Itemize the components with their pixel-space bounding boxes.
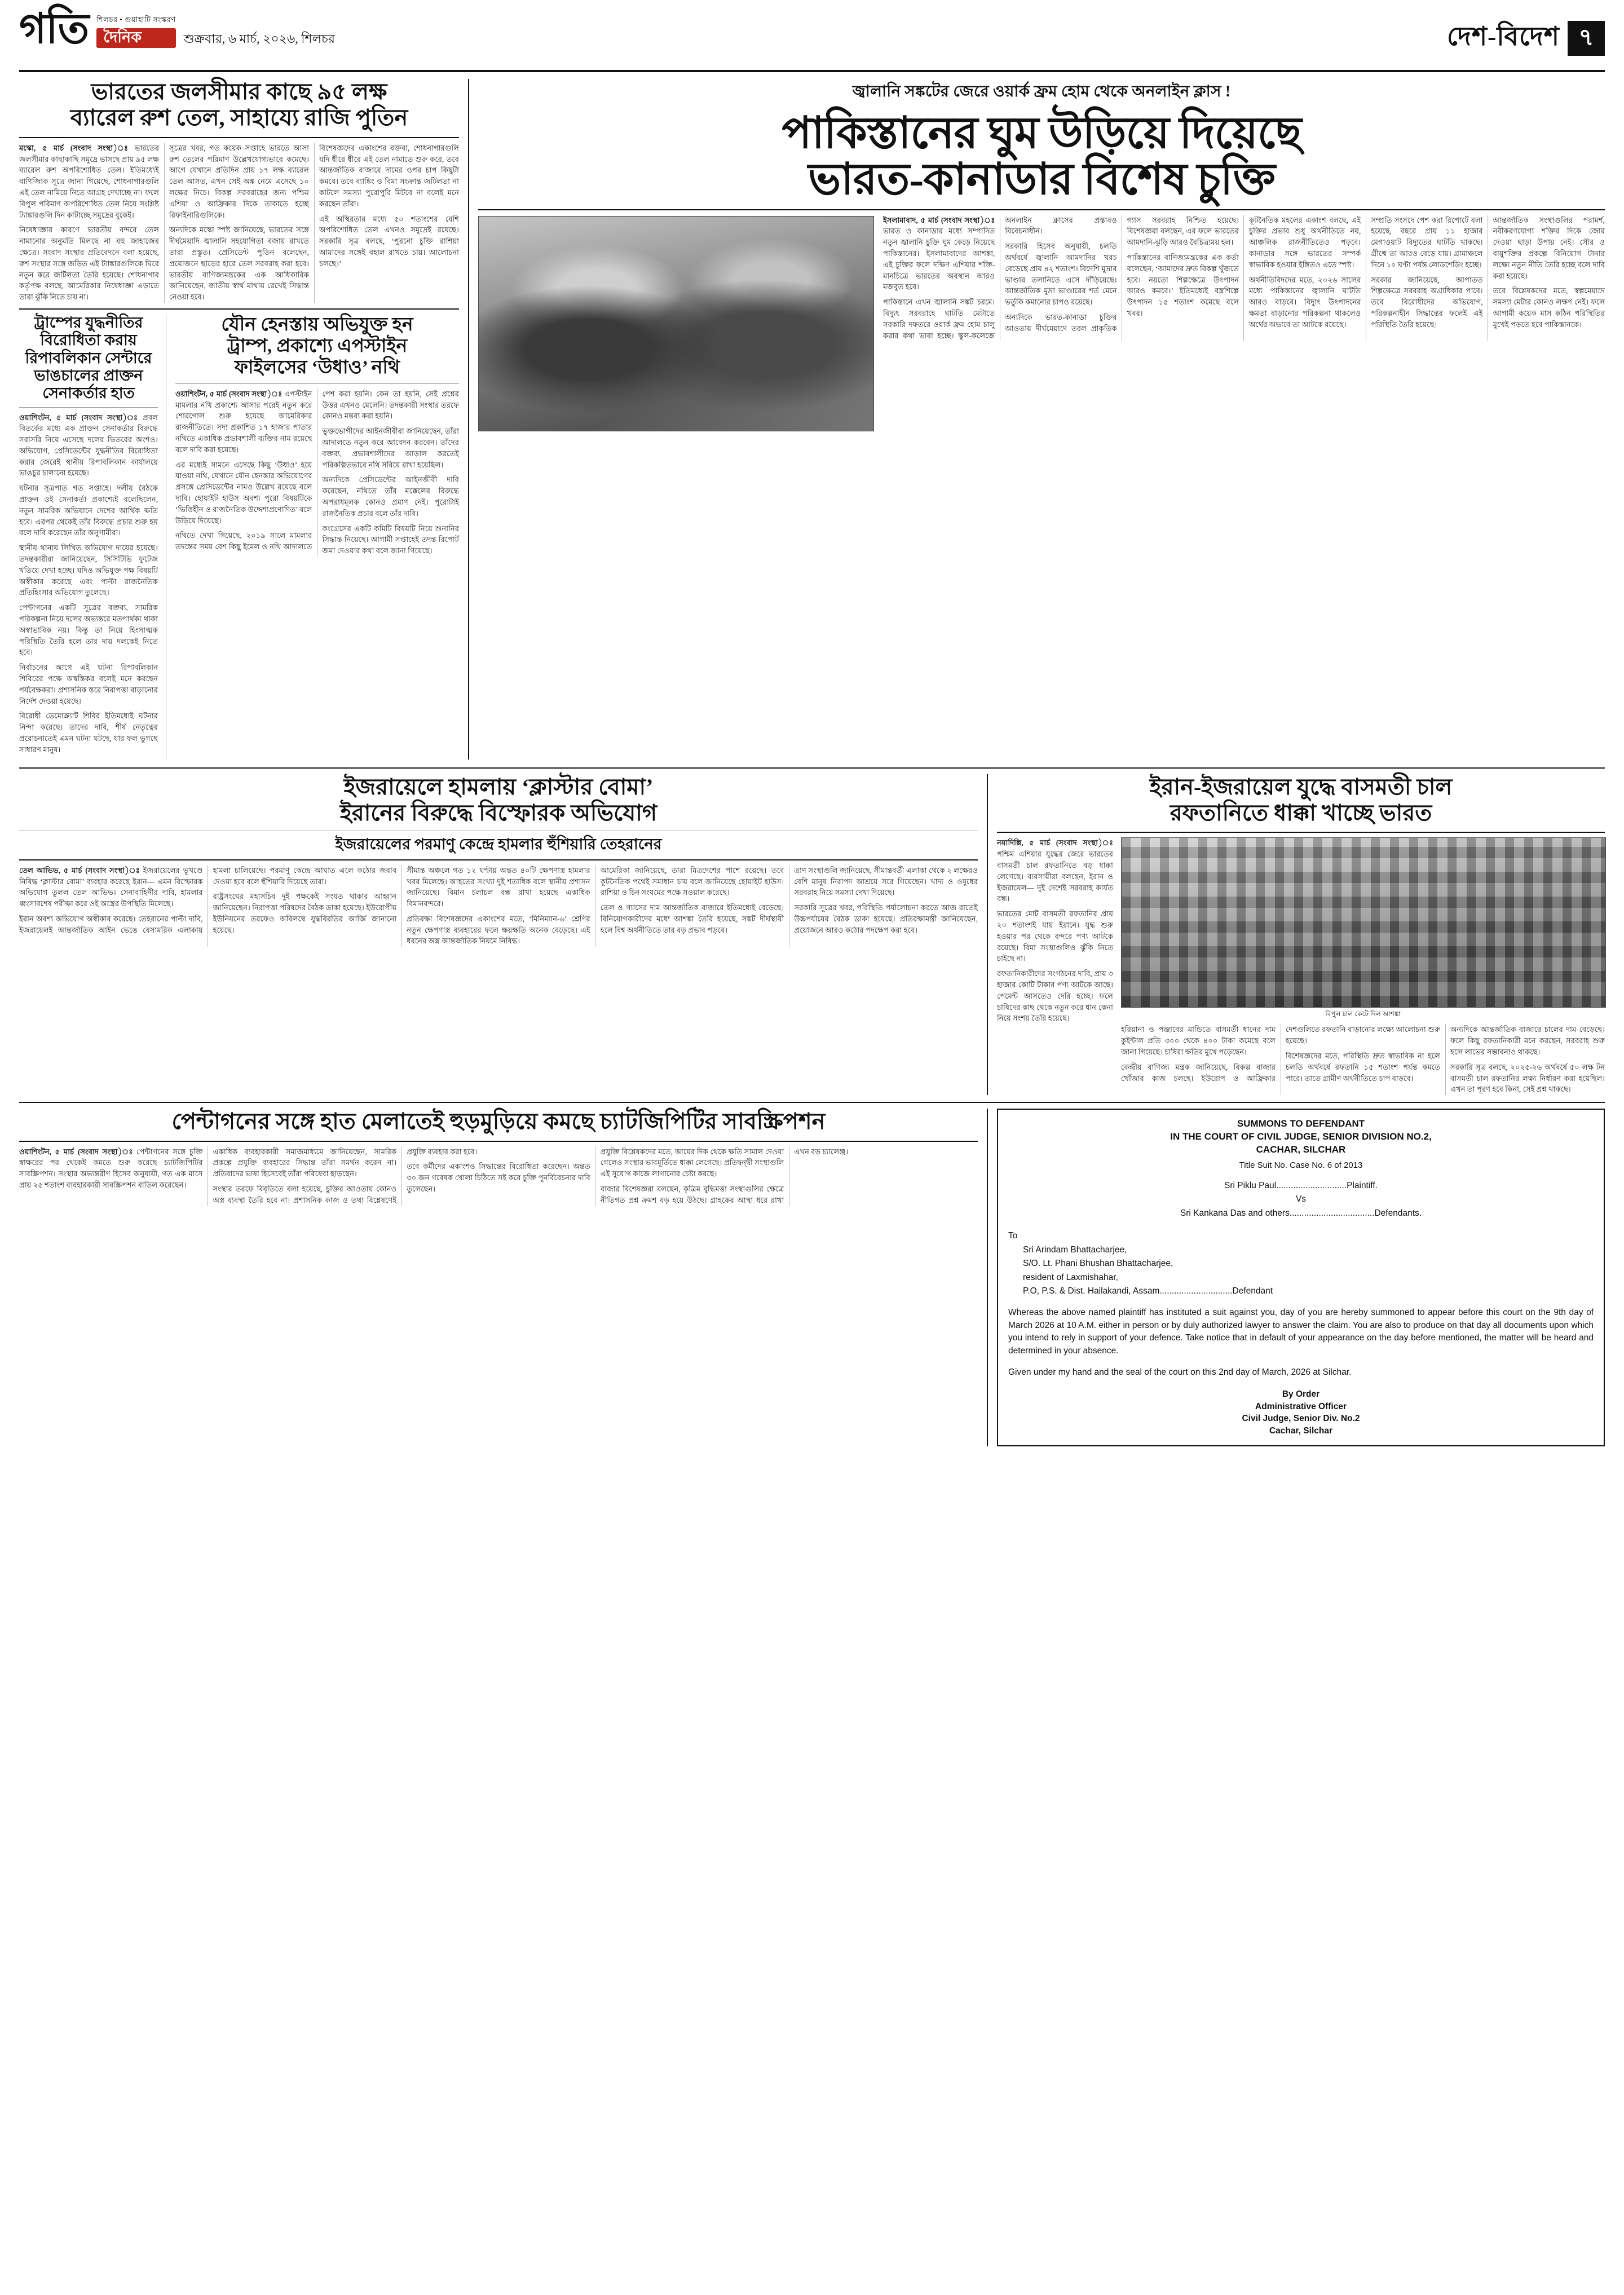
divider [19, 137, 459, 138]
paragraph: সীমান্ত অঞ্চলে গত ১২ ঘণ্টায় অন্তত ৪০টি ক্ষেপণাস্ত্র হামলার খবর মিলেছে। আহতের সংখ্যা দুই শতাধিক বলে স্থানীয় প্রশাসন জানিয়েছে। বিমান চলাচল বন্ধ রাখা হয়েছে একাধিক বিমানবন্দরে। [407, 866, 590, 908]
paragraph: কূটনৈতিক মহলের একাংশ বলছে, এই চুক্তির প্রভাব শুধু অর্থনীতিতে নয়, আঞ্চলিক রাজনীতিতেও পড়বে। কানাডার সঙ্গে ভারতের সম্পর্ক স্বাভাবিক হওয়ার ইঙ্গিতও এতে স্পষ্ট। [1248, 215, 1361, 269]
paragraph: ত্রাণ সংস্থাগুলি জানিয়েছে, সীমান্তবর্তী এলাকা থেকে ২ লক্ষেরও বেশি মানুষ নিরাপদ আশ্রয়ে সরে গিয়েছেন। খাদ্য ও ওষুধের সরবরাহ নিয়ে সমস্যা দেখা দিয়েছে। [794, 866, 978, 897]
divider [19, 1141, 978, 1142]
story-body [19, 412, 158, 760]
dateline: ইসলামাবাদ, ৫ মার্চ (সংবাদ সংস্থা)ঃ [883, 215, 995, 224]
paragraph: ইজরায়েলের ভূখণ্ডে নিষিদ্ধ ‘ক্লাস্টার বোমা’ ব্যবহার করেছে ইরান— এমন বিস্ফোরক অভিযোগ তুলল তেল আভিভ। সেনাবাহিনীর দাবি, হামলার ধ্বংসাবশেষ পরীক্ষা করে ওই অস্ত্রের উপস্থিতি মিলেছে। [19, 866, 203, 908]
notice-sign-line-3: Civil Judge, Senior Div. No.2 [1242, 1414, 1360, 1424]
logo-badge: দৈনিক [96, 28, 176, 48]
notice-title-line-2: IN THE COURT OF CIVIL JUDGE, SENIOR DIVISION NO.2, [1170, 1131, 1432, 1142]
story-russian-oil [19, 79, 459, 303]
headline-line-2: ট্রাম্প, প্রকাশ্যে এপস্টাইন [227, 336, 408, 357]
paragraph: এপস্টাইন মামলার নথি প্রকাশ্যে আসার পরেই নতুন করে শোরগোল শুরু হয়েছে আমেরিকার রাজনীতিতে। সদ্য প্রকাশিত ১৭ হাজার পাতার নথিতে একাধিক প্রভাবশালী ব্যক্তির নাম রয়েছে বলে দাবি করা হয়েছে। [175, 389, 312, 454]
headline-line-3: ফাইলসের ‘উধাও’ নথি [234, 358, 400, 378]
story-cluster-bomb [19, 774, 988, 1096]
headline-line-2: বিরোধিতা করায় [40, 332, 137, 349]
paragraph: রাষ্ট্রসংঘের মহাসচিব দুই পক্ষকেই সংযত থাকার আহ্বান জানিয়েছেন। নিরাপত্তা পরিষদের বৈঠক ডাকা হয়েছে। ইউরোপীয় ইউনিয়নের তরফেও অবিলম্বে যুদ্ধবিরতির আর্জি জানানো হয়েছে। [213, 892, 397, 934]
paragraph: পেন্টাগনের সঙ্গে চুক্তি স্বাক্ষরের পর থেকেই কমতে শুরু করেছে চ্যাটজিপিটির সাবস্ক্রিপশন। সংস্থার অভ্যন্তরীণ হিসেব অনুযায়ী, গত এক মাসে প্রায় ২৫ শতাংশ ব্যবহারকারী সাবস্ক্রিপশন বাতিল করেছেন। [19, 1147, 203, 1189]
paragraph: ভুক্তভোগীদের আইনজীবীরা জানিয়েছেন, তাঁরা আদালতে নতুন করে আবেদন করবেন। তাঁদের বক্তব্য, প্রভাবশালীদের আড়াল করতেই পরিকল্পিতভাবে নথি সরিয়ে রাখা হয়েছিল। [322, 427, 459, 469]
divider [19, 308, 459, 310]
headline-line-2: ব্যারেল রুশ তেল, সাহায্যে রাজি পুতিন [70, 105, 408, 131]
paragraph: সংস্থার তরফে বিবৃতিতে বলা হয়েছে, চুক্তির আওতায় কোনও অস্ত্র ব্যবস্থা তৈরি হবে না। প্রশাসনিক কাজ ও তথ্য বিশ্লেষণেই প্রযুক্তি ব্যবহার করা হবে। [213, 1147, 478, 1204]
notice-sign-line-2: Administrative Officer [1255, 1401, 1347, 1411]
logo-tagline: শিলচর • গুয়াহাটি সংস্করণ [96, 15, 176, 24]
paragraph: স্থানীয় থানায় লিখিত অভিযোগ দায়ের হয়েছে। তদন্তকারীরা জানিয়েছেন, সিসিটিভি ফুটেজ খতিয়ে দেখা হচ্ছে। যদিও অভিযুক্ত পক্ষ বিষয়টি অস্বীকার করেছে এবং পাল্টা রাজনৈতিক প্রতিহিংসার অভিযোগ তুলেছে। [19, 544, 158, 597]
dateline: ওয়াশিংটন, ৫ মার্চ (সংবাদ সংস্থা)ঃ [19, 413, 138, 422]
dateline: ওয়াশিংটন, ৫ মার্চ (সংবাদ সংস্থা)ঃ [19, 1147, 133, 1156]
paragraph: অন্যদিকে মস্কো স্পষ্ট জানিয়েছে, ভারতের সঙ্গে দীর্ঘমেয়াদি জ্বালানি সহযোগিতা বজায় রাখতে তারা প্রস্তুত। প্রেসিডেন্ট পুতিন বলেছেন, প্রয়োজনে ছাড়ের হারে তেল সরবরাহ করা হবে। ভারতীয় বাণিজ্যমন্ত্রকের এক আধিকারিক জানিয়েছেন, জাতীয় স্বার্থ মাথায় রেখেই সিদ্ধান্ত নেওয়া হবে। [169, 226, 309, 302]
divider [19, 859, 978, 860]
dateline: নয়াদিল্লি, ৫ মার্চ (সংবাদ সংস্থা)ঃ [997, 838, 1113, 848]
notice-address-line-4: P.O, P.S. & Dist. Hailakandi, Assam..............................Defendant [1023, 1286, 1273, 1296]
paragraph: বিরোধী ডেমোক্র্যাট শিবির ইতিমধ্যেই ঘটনার নিন্দা করেছে। তাদের দাবি, শীর্ষ নেতৃত্বের প্ররোচনাতেই এমন ঘটনা ঘটছে, যার ফল ভুগছে সাধারণ মানুষ। [19, 712, 158, 754]
notice-vs: Vs [1295, 1194, 1307, 1204]
paragraph: সরকারি সূত্রের খবর, পরিস্থিতি পর্যালোচনা করতে আজ রাতেই উচ্চপর্যায়ের বৈঠক ডাকা হয়েছে। প্রতিরক্ষামন্ত্রী জানিয়েছেন, প্রয়োজনে আরও কঠোর পদক্ষেপ করা হবে। [794, 903, 978, 934]
paragraph: এই অস্থিরতার মধ্যে ৫০ শতাংশের বেশি অপরিশোধিত তেল এখনও সমুদ্রেই রয়েছে। সরকারি সূত্র বলছে, ‘পুরনো চুক্তি রাশিয়া আমাদের সঙ্গেই বহাল রাখতে চায়। আলোচনা চলছে।’ [319, 214, 459, 268]
headline-line-3: রিপাবলিকান সেন্টারে [25, 349, 152, 367]
paragraph: রফতানিকারীদের সংগঠনের দাবি, প্রায় ৩ হাজার কোটি টাকার পণ্য আটকে আছে। পেমেন্ট আসতেও দেরি হচ্ছে। ফলে চাষিদের কাছ থেকে নতুন করে ধান কেনা নিয়ে সংশয় তৈরি হয়েছে। [997, 969, 1113, 1023]
story-pakistan [468, 79, 1605, 760]
notice-address-line-2: S/O. Lt. Phani Bhushan Bhattacharjee, [1023, 1259, 1173, 1269]
dateline: ওয়াশিংটন, ৫ মার্চ (সংবাদ সংস্থা)ঃ [175, 389, 283, 398]
headline-line-1: ইরান-ইজরায়েল যুদ্ধে বাসমতী চাল [1149, 774, 1453, 800]
mid-zone [19, 767, 1605, 1096]
paragraph: নথিতে দেখা গিয়েছে, ২০১৯ সালে মামলার তদন্তের সময় বেশ কিছু ইমেল ও নথি আদালতে পেশ করা হয়নি। কেন তা হয়নি, সেই প্রশ্নের উত্তর এখনও মেলেনি। তদন্তকারী সংস্থার তরফে কোনও মন্তব্য করা হয়নি। [175, 389, 459, 551]
story-body [175, 389, 459, 557]
subheadline: ইজরায়েলের পরমাণু কেন্দ্রে হামলার হুঁশিয়ারি তেহরানের [335, 836, 662, 853]
story-body [19, 865, 978, 947]
paragraph: অন্যদিকে প্রেসিডেন্টের আইনজীবী দাবি করেছেন, নথিতে তাঁর মক্কেলের বিরুদ্ধে অপরাধমূলক কোনও প্রমাণ নেই। পুরোটাই রাজনৈতিক প্রচার বলে তাঁর দাবি। [322, 475, 459, 518]
divider [175, 383, 459, 384]
dateline: মস্কো, ৫ মার্চ (সংবাদ সংস্থা)ঃ [19, 143, 129, 152]
paragraph: এর মধ্যেই সামনে এসেছে কিছু ‘উধাও’ হয়ে যাওয়া নথি, যেখানে যৌন হেনস্তার অভিযোগের প্রসঙ্গে প্রেসিডেন্টের নামও উল্লেখ রয়েছে বলে দাবি। হোয়াইট হাউস অবশ্য পুরো বিষয়টিকে ‘ভিত্তিহীন ও রাজনৈতিক উদ্দেশ্যপ্রণোদিত’ বলে উড়িয়ে দিয়েছে। [175, 460, 312, 525]
notice-suit-number: Title Suit No. Case No. 6 of 2013 [1239, 1160, 1363, 1170]
paragraph: সরকারি সূত্র বলছে, ২০২৫-২৬ অর্থবর্ষে ৫০ লক্ষ টন বাসমতী চাল রফতানির লক্ষ্য নির্ধারণ করা হয়েছিল। এখন তা পূরণ হবে কিনা, সেই প্রশ্ন থাকছে। [1450, 1062, 1605, 1094]
paragraph: প্রবল বিতর্কের মধ্যে এক প্রাক্তন সেনাকর্তার বিরুদ্ধে সরাসরি নিয়ে এসেছে দলের ভিতরের অংশও। অভিযোগ, প্রেসিডেন্টের যুদ্ধনীতির বিরোধিতা করার জেরেই স্থানীয় রিপাবলিকান কার্যালয়ে ভাঙচুর চালানো হয়েছে। [19, 413, 158, 478]
bottom-zone [19, 1102, 1605, 1446]
headline-line-1: পাকিস্তানের ঘুম উড়িয়ে দিয়েছে [782, 108, 1301, 157]
headline-line-1: ইজরায়েলে হামলায় ‘ক্লাস্টার বোমা’ [343, 774, 654, 800]
photo-caption: বিপুল চাল কেটে দিল আশঙ্কা [1325, 1010, 1401, 1018]
story-chatgpt [19, 1109, 988, 1446]
paragraph: ভারতের মোট বাসমতী রফতানির প্রায় ২০ শতাংশই যায় ইরানে। যুদ্ধ শুরু হওয়ার পর থেকে বন্দরে পণ্য আটকে রয়েছে। বিমা সংস্থাগুলিও ঝুঁকি নিতে চাইছে না। [997, 910, 1113, 963]
story-body [883, 215, 1605, 342]
kicker: জ্বালানি সঙ্কটের জেরে ওয়ার্ক ফ্রম হোম থেকে অনলাইন ক্লাস ! [852, 83, 1231, 100]
paragraph: প্রযুক্তি বিশ্লেষকদের মতে, আয়ের দিক থেকে ক্ষতি সামাল দেওয়া গেলেও সংস্থার ভাবমূর্তিতে ধাক্কা লেগেছে। প্রতিদ্বন্দ্বী সংস্থাগুলি এই সুযোগ কাজে লাগানোর চেষ্টা করছে। [600, 1147, 784, 1179]
paragraph: সূত্রের খবর, গত কয়েক সপ্তাহে ভারতে আসা রুশ তেলের পরিমাণ উল্লেখযোগ্যভাবে কমেছে। আগে যেখানে প্রতিদিন প্রায় ১৭ লক্ষ ব্যারেল তেল আসত, এখন সেই অঙ্ক নেমে এসেছে ১০ লক্ষের নিচে। বিকল্প সরবরাহের জন্য পশ্চিম এশিয়া ও আফ্রিকার দিকে তাকাতে হচ্ছে রিফাইনারিগুলিকে। [169, 143, 309, 219]
paragraph: কংগ্রেসের একটি কমিটি বিষয়টি নিয়ে শুনানির সিদ্ধান্ত নিয়েছে। আগামী সপ্তাহেই তদন্ত রিপোর্ট জমা দেওয়ার কথা বলে জানা গিয়েছে। [322, 524, 459, 555]
paragraph: নির্বাচনের আগে এই ঘটনা রিপাবলিকান শিবিরের পক্ষে অস্বস্তিকর বলেই মনে করছেন পর্যবেক্ষকরা। প্রশাসনিক স্তরে নিরাপত্তা বাড়ানোর নির্দেশ দেওয়া হয়েছে। [19, 663, 158, 705]
notice-sign-line-1: By Order [1282, 1389, 1320, 1399]
dateline: তেল আভিভ, ৫ মার্চ (সংবাদ সংস্থা)ঃ [19, 866, 140, 875]
notice-title-line-3: CACHAR, SILCHAR [1256, 1144, 1346, 1155]
paragraph: অর্থনীতিবিদদের মতে, ২০২৬ সালের মধ্যে পাকিস্তানের জ্বালানি ঘাটতি আরও বাড়বে। বিদ্যুৎ উৎপাদনের ক্ষমতা বাড়ানোর পরিকল্পনা থাকলেও অর্থের অভাবে তা আটকে রয়েছে। [1248, 275, 1361, 329]
legal-notice-wrapper [997, 1109, 1605, 1446]
publication-logo: গতি [19, 6, 89, 52]
divider [19, 407, 158, 408]
paragraph: আমেরিকা জানিয়েছে, তারা মিত্রদেশের পাশে রয়েছে। তবে কূটনৈতিক পথেই সমাধান চায় বলে জানিয়েছে হোয়াইট হাউস। রাশিয়া ও চিন সংযমের পক্ষে সওয়াল করেছে। [600, 866, 784, 897]
headline-line-4: ভাঙচালের প্রাক্তন [34, 367, 143, 384]
paragraph: সম্প্রতি সংসদে পেশ করা রিপোর্টে বলা হয়েছে, বছরে প্রায় ১১ হাজার মেগাওয়াট বিদ্যুতের ঘাটতি থাকছে। গ্রীষ্মে তা আরও বেড়ে যায়। গ্রামাঞ্চলে দিনে ১০ ঘণ্টা পর্যন্ত লোডশেডিং হচ্ছে। [1371, 215, 1483, 269]
divider [997, 832, 1605, 833]
headline-line-1: ট্রাম্পের যুদ্ধনীতির [34, 314, 143, 331]
paragraph: ভারত ও কানাডার মধ্যে সম্পাদিত নতুন জ্বালানি চুক্তি ঘুম কেড়ে নিয়েছে পাকিস্তানের। ইসলামাবাদের আশঙ্কা, এই চুক্তির ফলে দক্ষিণ এশিয়ার শক্তি-মানচিত্রে ভারতের অবস্থান আরও মজবুত হবে। [883, 227, 995, 292]
paragraph: তেল ও গ্যাসের দাম আন্তর্জাতিক বাজারে ইতিমধ্যেই বেড়েছে। বিনিয়োগকারীদের মধ্যে আশঙ্কা তৈরি হয়েছে, সঙ্কট দীর্ঘস্থায়ী হলে বিশ্ব অর্থনীতিতে তার বড় প্রভাব পড়বে। [600, 903, 784, 934]
paragraph: ঘটনার সূত্রপাত গত সপ্তাহে। দলীয় বৈঠকে প্রাক্তন ওই সেনাকর্তা প্রকাশ্যেই বলেছিলেন, নতুন সামরিক অভিযানে দেশের আর্থিক ক্ষতি হবে। এরপর থেকেই তাঁর বিরুদ্ধে প্রচার শুরু হয় বলে দাবি করেছেন তাঁর অনুগামীরা। [19, 484, 158, 537]
story-body-left [997, 837, 1113, 1095]
notice-defendants: Sri Kankana Das and others...................................Defendants. [1180, 1208, 1422, 1218]
paragraph: হরিয়ানা ও পঞ্জাবের মান্ডিতে বাসমতী ধানের দাম কুইন্টাল প্রতি ৩০০ থেকে ৪০০ টাকা কমেছে বলে জানা গিয়েছে। চাষিরা ক্ষতির মুখে পড়েছেন। [1121, 1025, 1276, 1056]
story-photo [478, 216, 874, 431]
legal-notice [997, 1109, 1605, 1446]
notice-seal-line: Given under my hand and the seal of the court on this 2nd day of March, 2026 at Silchar. [1008, 1367, 1352, 1378]
issue-date: শুক্রবার, ৬ মার্চ, ২০২৬, শিলচর [183, 32, 335, 46]
story-body [19, 143, 459, 303]
paragraph: বাজার বিশেষজ্ঞরা বলছেন, কৃত্রিম বুদ্ধিমত্তা সংস্থাগুলির ক্ষেত্রে নীতিগত প্রশ্ন ক্রমশ বড় হয়ে উঠছে। গ্রাহকের আস্থা ধরে রাখা এখন বড় চ্যালেঞ্জ। [600, 1147, 849, 1204]
paragraph: তবে বিশ্লেষকদের মতে, স্বল্পমেয়াদে সমস্যা মেটার কোনও লক্ষণ নেই। ফলে আগামী কয়েক মাস কঠিন পরিস্থিতির মুখেই পড়তে হবে পাকিস্তানকে। [1493, 286, 1605, 329]
notice-address-line-1: Sri Arindam Bhattacharjee, [1023, 1244, 1127, 1255]
paragraph: ইরান অবশ্য অভিযোগ অস্বীকার করেছে। তেহরানের পাল্টা দাবি, ইজরায়েলই আন্তর্জাতিক আইন ভেঙে বেসামরিক এলাকায় হামলা চালিয়েছে। পরমাণু কেন্দ্রে আঘাত এলে কঠোর জবাব দেওয়া হবে বলে হুঁশিয়ারি দিয়েছে তারা। [19, 866, 397, 934]
left-column-stack [19, 79, 459, 760]
story-republican-center [19, 314, 166, 760]
paragraph: পাকিস্তানে এখন জ্বালানি সঙ্কট চরমে। বিদ্যুৎ সরবরাহে ঘাটতি মেটাতে সরকারি দফতরে ওয়ার্ক ফ্রম হোম চালু করার কথা ভাবা হচ্ছে। স্কুল-কলেজে অনলাইন ক্লাসের প্রস্তাবও বিবেচনাধীন। [883, 215, 1117, 340]
notice-body: Whereas the above named plaintiff has instituted a suit against you, day of you are hereby summoned to appear before this court on the 9th day of March 2026 at 10 A.M. either in person or by duly authorized lawyer to answer the claim. You are also to produce on that day all documents upon which you intend to rely in support of your defence. Take notice that in default of your appearance on the day before mentioned, the matter will be heard and determined in your absence. [1008, 1308, 1594, 1356]
paragraph: বিশেষজ্ঞদের একাংশের বক্তব্য, শোধনাগারগুলি যদি ধীরে ধীরে এই তেল নামাতে শুরু করে, তবে আন্তর্জাতিক বাজারে দামের ওপর চাপ কিছুটা কমবে। তবে ব্যাঙ্কিং ও বিমা সংক্রান্ত জটিলতা না কাটলে সমস্যা পুরোপুরি মিটবে না বলেই মনে করছেন তাঁরা। [319, 143, 459, 208]
story-body-right [1121, 1024, 1605, 1095]
masthead-right [1447, 10, 1605, 60]
notice-plaintiff: Sri Piklu Paul.............................Plaintiff. [1224, 1180, 1378, 1190]
logo-stack [96, 10, 176, 48]
paragraph: পশ্চিম এশিয়ার যুদ্ধের জেরে ভারতের বাসমতী চাল রফতানিতে বড় ধাক্কা লেগেছে। ব্যবসায়ীরা বলছেন, ইরান ও ইজরায়েল— দুই দেশেই সরবরাহ কার্যত বন্ধ। [997, 850, 1113, 903]
paragraph: বিশেষজ্ঞদের মতে, পরিস্থিতি দ্রুত স্বাভাবিক না হলে চলতি অর্থবর্ষে রফতানি ১৫ শতাংশ পর্যন্ত কমতে পারে। তাতে গ্রামীণ অর্থনীতিতে চাপ বাড়বে। [1286, 1051, 1440, 1083]
paragraph: পাকিস্তানের বাণিজ্যমন্ত্রকের এক কর্তা বলেছেন, ‘আমাদের দ্রুত বিকল্প খুঁজতে হবে। নয়তো শিল্পক্ষেত্রে উৎপাদন আরও কমবে।’ ইতিমধ্যেই বস্ত্রশিল্পে উৎপাদন ১৫ শতাংশ কমেছে বলে খবর। [1127, 253, 1239, 317]
notice-to-label: To [1008, 1231, 1018, 1241]
left-sub-zone [19, 314, 459, 760]
headline-line-1: যৌন হেনস্তায় অভিযুক্ত হন [221, 314, 413, 335]
headline: পেন্টাগনের সঙ্গে হাত মেলাতেই হুড়মুড়িয়ে কমছে চ্যাটজিপিটির সাবস্ক্রিপশন [171, 1109, 826, 1135]
page-number: ৭ [1568, 21, 1605, 56]
section-title: দেশ-বিদেশ [1447, 22, 1560, 51]
paragraph: নিষেধাজ্ঞার কারণে ভারতীয় বন্দরে তেল নামানোর অনুমতি মিলছে না বহু জাহাজের ক্ষেত্রে। সংবাদ সংস্থার প্রতিবেদনে বলা হয়েছে, রুশ সংস্থার সঙ্গে জড়িত এই ট্যাঙ্কারগুলিকে ঘিরে নতুন করে জটিলতা তৈরি হয়েছে। শোধনাগার কর্তৃপক্ষ বলছে, আমেরিকার নিষেধাজ্ঞা এড়াতে তারা ঝুঁকি নিতে চায় না। [19, 226, 159, 302]
paragraph: একাধিক ব্যবহারকারী সমাজমাধ্যমে জানিয়েছেন, সামরিক প্রকল্পে প্রযুক্তি ব্যবহারের সিদ্ধান্ত তাঁরা সমর্থন করেন না। প্রতিবাদের ভাষা হিসেবেই তাঁরা পরিষেবা ছাড়ছেন। [213, 1147, 397, 1179]
headline-line-5: সেনাকর্তার হাত [42, 385, 135, 402]
divider [478, 209, 1605, 210]
paragraph: সরকার জানিয়েছে, আপাতত শিল্পক্ষেত্রে সরবরাহ অগ্রাধিকার পাবে। তবে বিরোধীদের অভিযোগ, পরিকল্পনাহীন সিদ্ধান্তের ফলেই এই পরিস্থিতি তৈরি হয়েছে। [1371, 275, 1483, 329]
paragraph: সরকারি হিসেব অনুযায়ী, চলতি অর্থবর্ষে জ্বালানি আমদানির খরচ বেড়েছে প্রায় ৪২ শতাংশ। বিদেশি মুদ্রার ভাণ্ডার তলানিতে এসে দাঁড়িয়েছে। আন্তর্জাতিক মুদ্রা ভাণ্ডারের শর্ত মেনে ভর্তুকি কমানোর চাপও রয়েছে। [1005, 242, 1117, 307]
story-epstein [175, 314, 459, 760]
headline-line-2: ইরানের বিরুদ্ধে বিস্ফোরক অভিযোগ [339, 800, 657, 826]
story-body [19, 1146, 978, 1206]
top-zone [19, 79, 1605, 760]
notice-title-line-1: SUMMONS TO DEFENDANT [1237, 1118, 1365, 1129]
headline-line-2: রফতানিতে ধাক্কা খাচ্ছে ভারত [1170, 800, 1432, 826]
story-photo [1121, 837, 1606, 1008]
photo-and-text [1121, 837, 1605, 1095]
paragraph: আন্তর্জাতিক সংস্থাগুলির পরামর্শ, নবীকরণযোগ্য শক্তির দিকে জোর দেওয়া ছাড়া উপায় নেই। সৌর ও বায়ুশক্তির প্রকল্পে বিনিয়োগ টানার লক্ষ্যে নতুন নীতি তৈরি হচ্ছে বলে দাবি করা হয়েছে। [1493, 215, 1605, 280]
notice-address-line-3: resident of Laxmishahar, [1023, 1272, 1118, 1282]
paragraph: অন্যদিকে আন্তর্জাতিক বাজারে চালের দাম বেড়েছে। ফলে কিছু রফতানিকারী মনে করছেন, সরবরাহ শুরু হলে লাভের সম্ভাবনাও থাকছে। [1450, 1025, 1605, 1056]
headline-line-2: ভারত-কানাডার বিশেষ চুক্তি [808, 154, 1275, 204]
paragraph: কেন্দ্রীয় বাণিজ্য মন্ত্রক জানিয়েছে, বিকল্প বাজার খোঁজার কাজ চলছে। ইউরোপ ও আফ্রিকার দেশগুলিতে রফতানি বাড়ানোর লক্ষ্যে আলোচনা শুরু হয়েছে। [1121, 1025, 1440, 1083]
paragraph: পেন্টাগনের একটি সূত্রের বক্তব্য, সামরিক পরিকল্পনা নিয়ে দলের অভ্যন্তরে মতপার্থক্য থাকা অস্বাভাবিক নয়। কিন্তু তা নিয়ে হিংসাত্মক পরিস্থিতি তৈরি হলে তার দায় দলকেই নিতে হবে। [19, 603, 158, 657]
paragraph: অন্যদিকে ভারত-কানাডা চুক্তির আওতায় দীর্ঘমেয়াদে তরল প্রাকৃতিক গ্যাস সরবরাহ নিশ্চিত হয়েছে। বিশেষজ্ঞরা বলছেন, এর ফলে ভারতের আমদানি-ঝুড়ি আরও বৈচিত্র্যময় হল। [1005, 215, 1239, 333]
notice-sign-line-4: Cachar, Silchar [1269, 1425, 1332, 1436]
masthead-left [19, 6, 335, 52]
paragraph: ভারতের জলসীমার কাছাকাছি সমুদ্রে ভাসছে প্রায় ৯৫ লক্ষ ব্যারেল রুশ অপরিশোধিত তেল। ইতিমধ্যেই বাণিজ্যিক সূত্রে জানা গিয়েছে, শোধনাগারগুলি এই তেল নামিয়ে নিতে আগ্রহ দেখাচ্ছে না। ফলে বিপুল পরিমাণ অপরিশোধিত তেল নিয়ে সংশ্লিষ্ট ট্যাঙ্কারগুলি দিন কাটাচ্ছে সমুদ্রের বুকেই। [19, 143, 160, 219]
masthead [19, 6, 1605, 72]
story-basmati [997, 774, 1605, 1096]
headline-line-1: ভারতের জলসীমার কাছে ৯৫ লক্ষ [91, 79, 387, 104]
paragraph: তবে কর্মীদের একাংশও সিদ্ধান্তের বিরোধিতা করেছেন। অন্তত ৩০ জন গবেষক খোলা চিঠিতে সই করে চুক্তি পুনর্বিবেচনার দাবি তুলেছেন। [407, 1162, 590, 1193]
paragraph: প্রতিরক্ষা বিশেষজ্ঞদের একাংশের মতে, ‘মিনিম্যান-৬’ শ্রেণির নতুন ক্ষেপণাস্ত্র ব্যবহারের ফলে ক্ষয়ক্ষতি অনেক বেড়েছে। এই ধরনের অস্ত্র আন্তর্জাতিক নিয়মে নিষিদ্ধ। [407, 914, 590, 946]
